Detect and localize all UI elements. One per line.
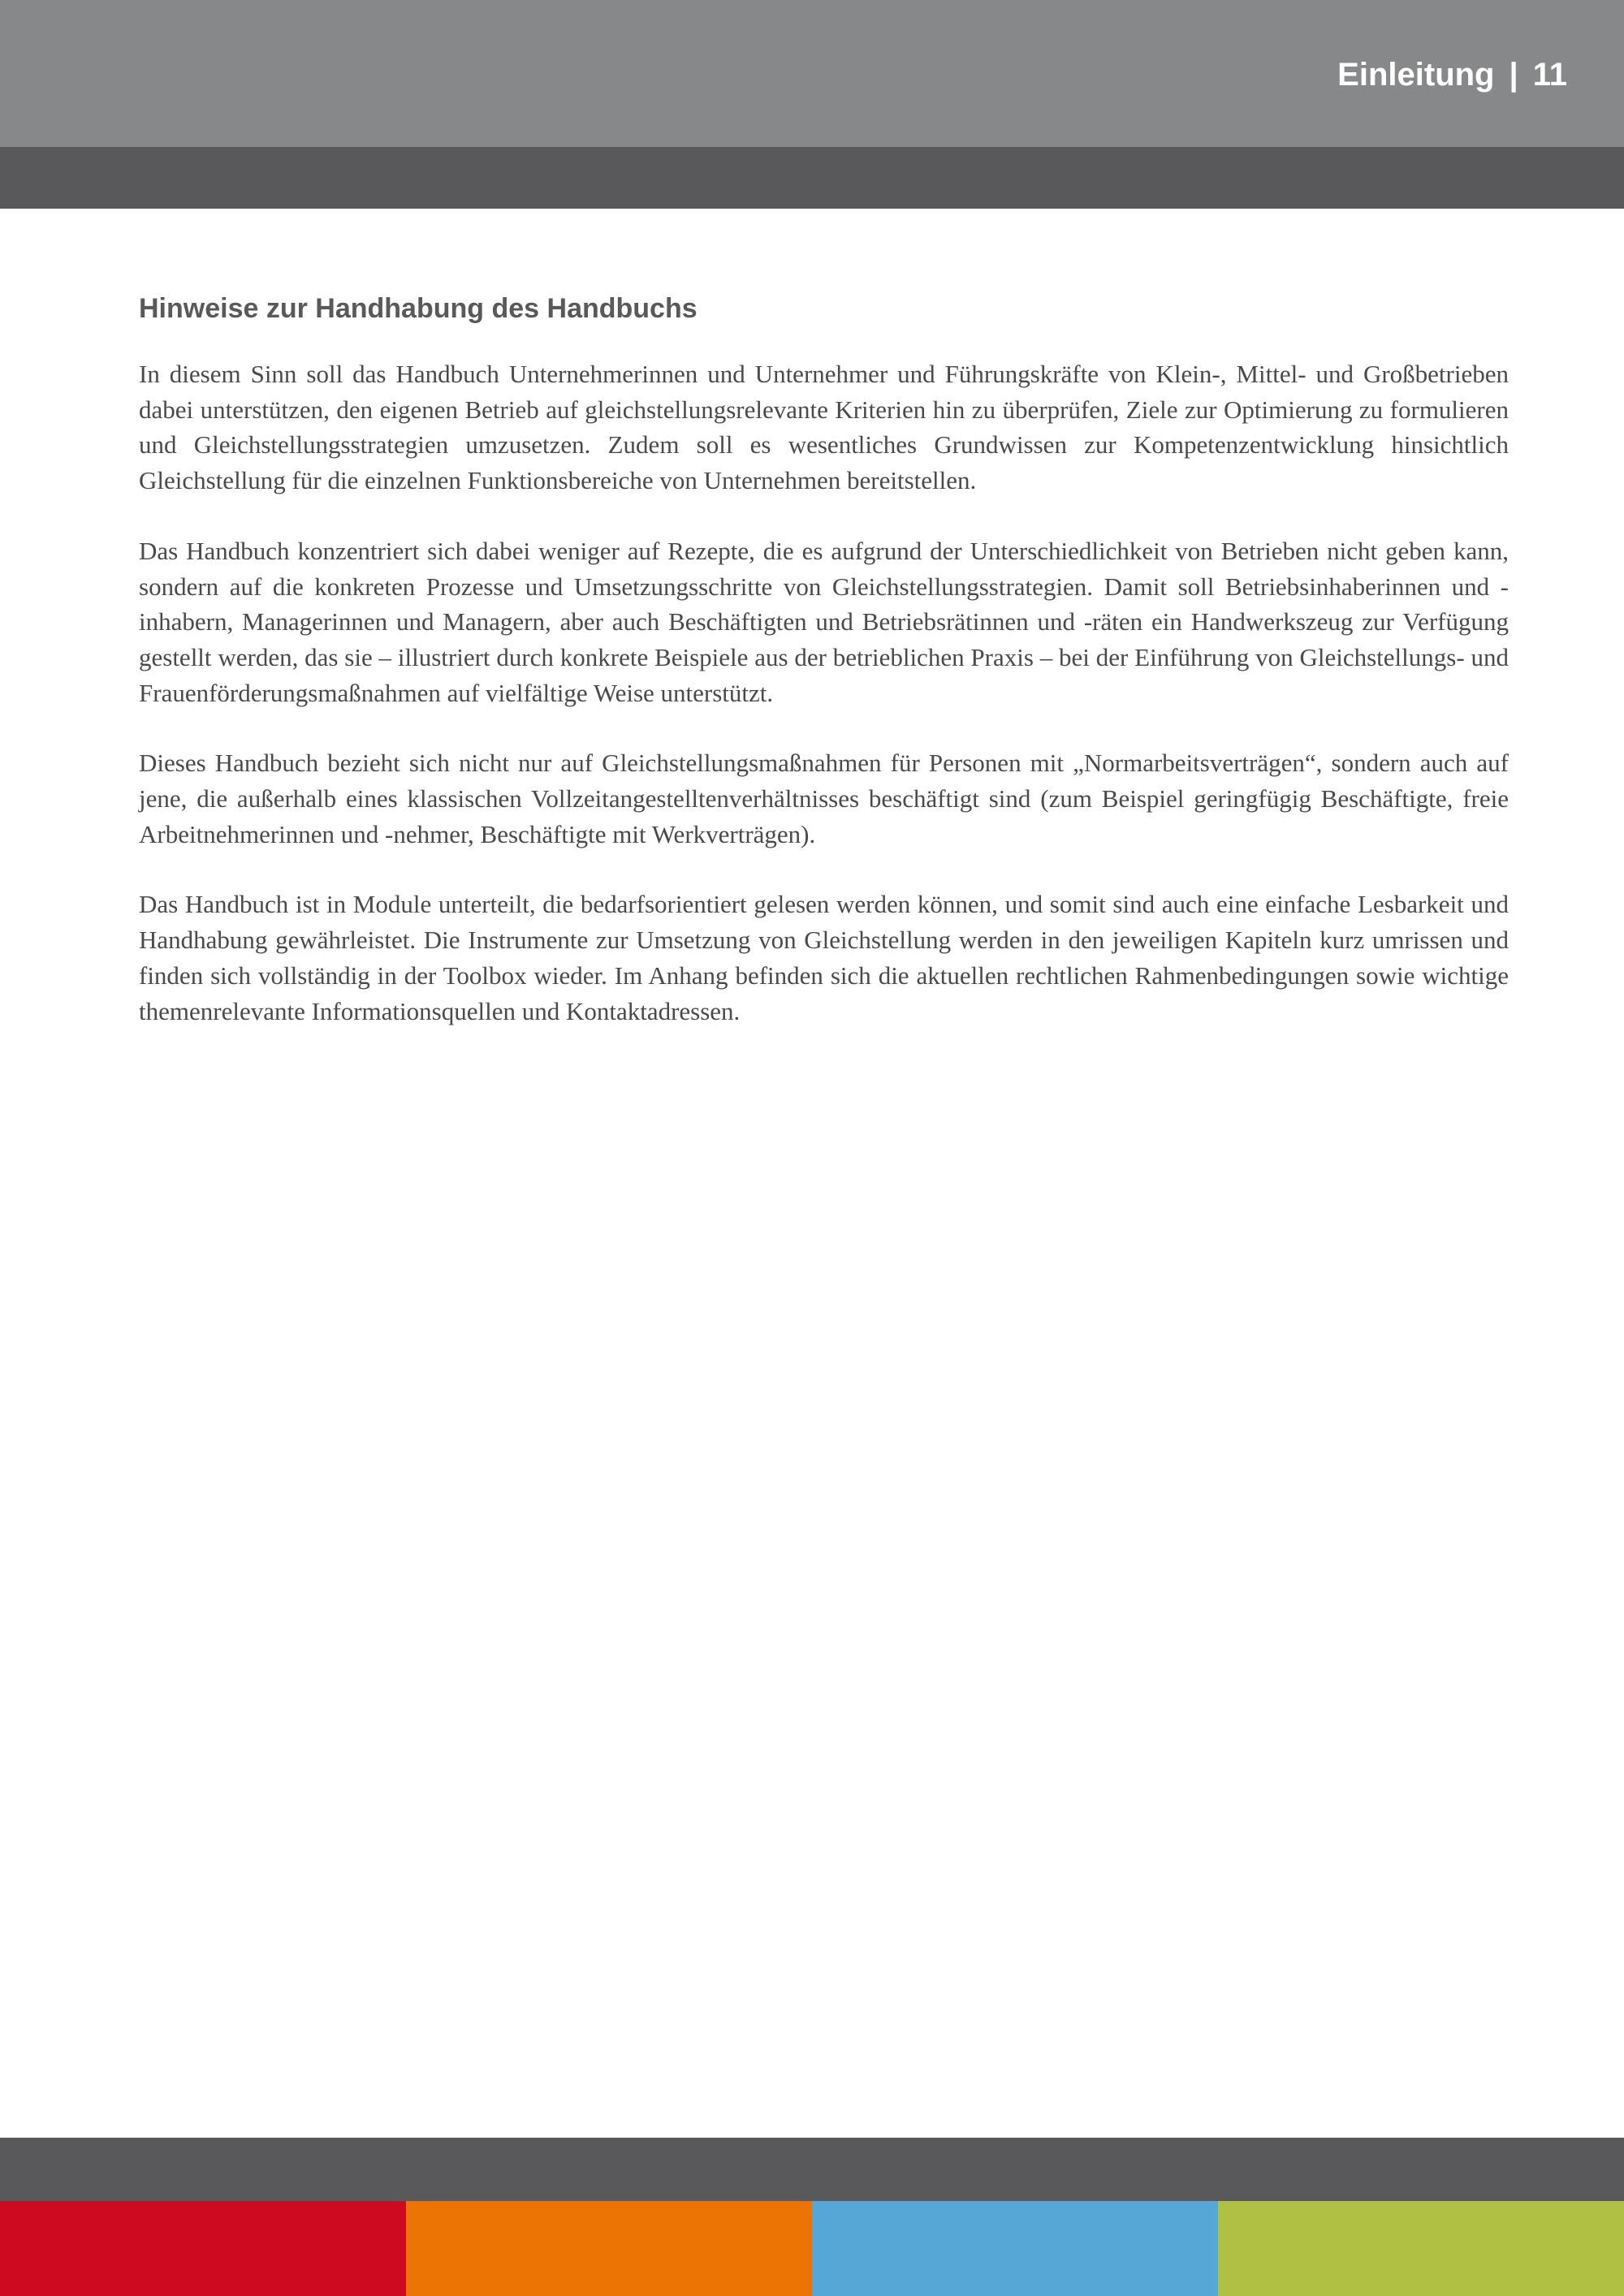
main-content xyxy=(139,288,1509,1064)
footer-dark-bar xyxy=(0,2138,1624,2201)
strip-orange xyxy=(406,2201,812,2296)
section-title: Hinweise zur Handhabung des Handbuchs xyxy=(139,293,698,324)
strip-red xyxy=(0,2201,406,2296)
strip-blue xyxy=(812,2201,1218,2296)
paragraph-3: Dieses Handbuch bezieht sich nicht nur auf Gleichstellungsmaßnahmen für Personen mit „Normarbeitsverträgen“, sondern auch auf jene, die außerhalb eines klassischen Vollzeitangestelltenverhältnisses beschäftigt sind (zum Beispiel geringfügig Beschäftigte, freie Arbeitnehmerinnen und -nehmer, Beschäftigte mit Werkverträgen). xyxy=(139,749,1509,848)
header-dark-bar xyxy=(0,147,1624,209)
section-name: Einleitung xyxy=(1337,57,1495,93)
running-head xyxy=(1337,54,1567,96)
paragraph-2: Das Handbuch konzentriert sich dabei weniger auf Rezepte, die es aufgrund der Unterschiedlichkeit von Betrieben nicht geben kann, sondern auf die konkreten Prozesse und Umsetzungsschritte von Gleichstellungsstrategien. Damit soll Betriebsinhaberinnen und -inhabern, Managerinnen und Managern, aber auch Beschäftigten und Betriebsrätinnen und -räten ein Handwerkszeug zur Verfügung gestellt werden, das sie – illustriert durch konkrete Beispiele aus der betrieblichen Praxis – bei der Einführung von Gleichstellungs- und Frauenförderungsmaßnahmen auf vielfältige Weise unterstützt. xyxy=(139,536,1509,707)
paragraph-1: In diesem Sinn soll das Handbuch Unternehmerinnen und Unternehmer und Führungskräfte von Klein-, Mittel- und Großbetrieben dabei unterstützen, den eigenen Betrieb auf gleichstellungsrelevante Kriterien hin zu überprüfen, Ziele zur Optimierung zu formulieren und Gleichstellungsstrategien umzusetzen. Zudem soll es wesentliches Grundwissen zur Kompetenzentwicklung hinsichtlich Gleichstellung für die einzelnen Funktionsbereiche von Unternehmen bereitstellen. xyxy=(139,360,1509,495)
paragraph-4: Das Handbuch ist in Module unterteilt, die bedarfsorientiert gelesen werden können, und somit sind auch eine einfache Lesbarkeit und Handhabung gewährleistet. Die Instrumente zur Umsetzung von Gleichstellung werden in den jeweiligen Kapiteln kurz umrissen und finden sich vollständig in der Toolbox wieder. Im Anhang befinden sich die aktuellen rechtlichen Rahmenbedingungen sowie wichtige themenrelevante Informationsquellen und Kontaktadressen. xyxy=(139,890,1509,1025)
page-number: 11 xyxy=(1532,57,1567,93)
header-band xyxy=(0,0,1624,147)
color-strip xyxy=(0,2201,1624,2296)
strip-green xyxy=(1218,2201,1624,2296)
header-separator: | xyxy=(1509,57,1518,93)
